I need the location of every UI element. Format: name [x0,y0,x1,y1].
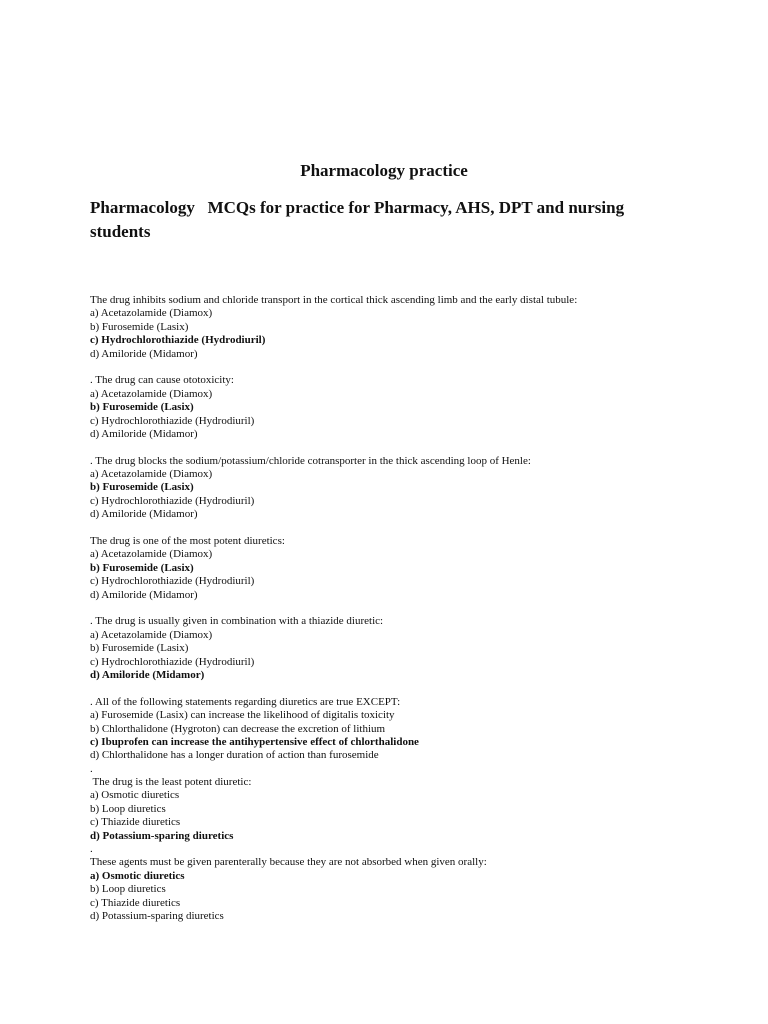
option-c: c) Hydrochlorothiazide (Hydrodiuril) [90,575,255,588]
question-stem: . The drug is usually given in combination with a thiazide diuretic: [90,615,384,628]
option-b: b) Furosemide (Lasix) [90,642,189,655]
option-b: b) Loop diuretics [90,883,166,896]
option-a: a) Acetazolamide (Diamox) [90,387,213,400]
option-d: d) Amiloride (Midamor) [90,508,198,521]
question-1 [90,294,730,361]
option-a: a) Acetazolamide (Diamox) [90,468,213,481]
page-subtitle: Pharmacology MCQs for practice for Pharmacy, AHS, DPT and nursing students [90,198,629,241]
option-c: c) Thiazide diuretics [90,816,181,829]
option-d: d) Potassium-sparing diuretics [90,909,224,922]
option-d-answer: d) Amiloride (Midamor) [90,668,205,681]
question-3 [90,455,730,522]
page-title: Pharmacology practice [300,161,468,180]
option-d-answer: d) Potassium-sparing diuretics [90,829,234,842]
option-a: a) Osmotic diuretics [90,789,180,802]
option-b-answer: b) Furosemide (Lasix) [90,481,194,494]
question-4 [90,535,730,602]
option-a: a) Acetazolamide (Diamox) [90,307,213,320]
option-b-answer: b) Furosemide (Lasix) [90,401,194,414]
question-stem: . All of the following statements regarding diuretics are true EXCEPT: [90,695,401,708]
question-stem: . The drug can cause ototoxicity: [90,374,234,387]
option-b: b) Loop diuretics [90,802,166,815]
option-d: d) Amiloride (Midamor) [90,427,198,440]
question-5 [90,615,730,682]
option-c: c) Hydrochlorothiazide (Hydrodiuril) [90,494,255,507]
question-stem: These agents must be given parenterally because they are not absorbed when given orally: [90,856,487,869]
separator-mark: . [90,843,93,856]
option-c: c) Hydrochlorothiazide (Hydrodiuril) [90,414,255,427]
option-c: c) Thiazide diuretics [90,896,181,909]
option-d: d) Amiloride (Midamor) [90,347,198,360]
option-c: c) Hydrochlorothiazide (Hydrodiuril) [90,655,255,668]
option-c-answer: c) Ibuprofen can increase the antihypertensive effect of chlorthalidone [90,735,419,748]
separator-mark: . [90,762,93,775]
question-7 [90,776,730,856]
option-a-answer: a) Osmotic diuretics [90,869,185,882]
option-b-answer: b) Furosemide (Lasix) [90,561,194,574]
question-6 [90,696,730,776]
option-a: a) Furosemide (Lasix) can increase the likelihood of digitalis toxicity [90,709,395,722]
option-b: b) Chlorthalidone (Hygroton) can decrease the excretion of lithium [90,722,386,735]
option-d: d) Amiloride (Midamor) [90,588,198,601]
question-stem: The drug is one of the most potent diuretics: [90,535,285,548]
option-c-answer: c) Hydrochlorothiazide (Hydrodiuril) [90,334,266,347]
option-a: a) Acetazolamide (Diamox) [90,548,213,561]
question-stem: The drug inhibits sodium and chloride transport in the cortical thick ascending limb and the early distal tubule: [90,294,578,306]
question-list [90,294,730,937]
question-stem: . The drug blocks the sodium/potassium/chloride cotransporter in the thick ascending loop of Henle: [90,454,531,467]
option-d: d) Chlorthalidone has a longer duration of action than furosemide [90,749,379,762]
option-b: b) Furosemide (Lasix) [90,320,189,333]
question-stem: The drug is the least potent diuretic: [90,776,252,789]
option-a: a) Acetazolamide (Diamox) [90,628,213,641]
question-2 [90,374,730,441]
question-8 [90,856,730,923]
